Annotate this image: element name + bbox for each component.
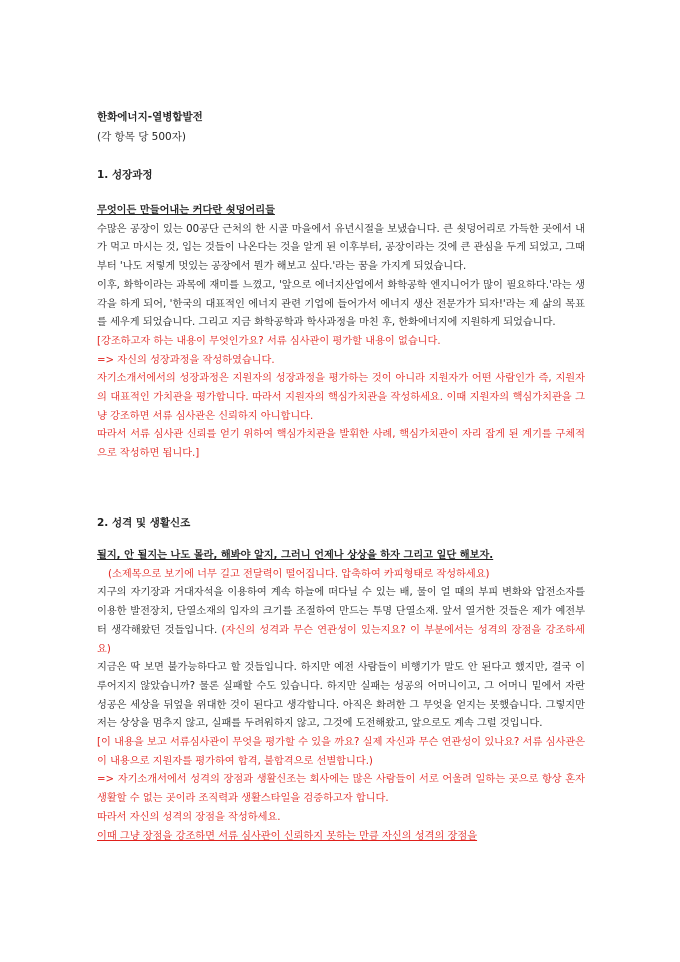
section-2-body — [97, 547, 585, 846]
review-comment: => 자신의 성장과정을 작성하였습니다. — [97, 354, 275, 366]
section-1-paragraph: 이후, 화학이라는 과목에 재미를 느꼈고, '앞으로 에너지산업에서 화학공학 엔지니어가 많이 필요하다.'라는 생각을 하게 되어, '한국의 대표적인 에너지 관련 기업에 들어가서 에너지 생산 전문가가 되자!'라는 제 삶의 목표를 세우게 되었습니다. 그리고 지금 화학공학과 학사과정을 마친 후, 한화에너지에 지원하게 되었습니다. — [97, 279, 585, 329]
section-1-subheading: 무엇이든 만들어내는 커다란 쇳덩어리들 — [97, 205, 275, 216]
review-comment: (자신의 성격과 무슨 연관성이 있는지요? 이 부분에서는 성격의 장점을 강조하세요) — [97, 624, 585, 655]
review-comment: 이때 그냥 장점을 강조하면 서류 심사관이 신뢰하지 못하는 만큼 자신의 성격의 장점을 — [97, 830, 478, 842]
section-2-heading: 2. 성격 및 생활신조 — [97, 517, 191, 529]
section-2-paragraph: 지금은 딱 보면 불가능하다고 할 것들입니다. 하지만 예전 사람들이 비행기가 말도 안 된다고 했지만, 결국 이루어지지 않았습니까? 물론 실패할 수도 있습니다. 하지만 실패는 성공의 어머니이고, 그 어머니 밑에서 자란 성공은 세상을 뒤엎을 위대한 것이 된다고 생각합니다. 아직은 화려한 그 무엇을 얻지는 못했습니다. 그렇지만 저는 상상을 멈추지 않고, 실패를 두려워하지 않고, 그것에 도전해왔고, 앞으로도 계속 그럴 것입니다. — [97, 662, 585, 730]
section-2-subheading: 될지, 안 될지는 나도 몰라, 해봐야 알지, 그러니 언제나 상상을 하자 그리고 일단 해보자. — [97, 550, 494, 561]
section-1-body — [97, 202, 585, 464]
review-comment: [강조하고자 하는 내용이 무엇인가요? 서류 심사관이 평가할 내용이 없습니다. — [97, 335, 441, 347]
section-2-paragraph: 지구의 자기장과 거대자석을 이용하여 계속 하늘에 떠다닐 수 있는 배, 물이 얼 때의 부피 변화와 압전소자를 이용한 발전장치, 단열소재의 입자의 크기를 조절하여 만드는 투명 단열소재. 앞서 열거한 것들은 제가 예전부터 생각해왔던 것들입니다. — [97, 587, 585, 636]
section-1-heading: 1. 성장과정 — [97, 169, 153, 181]
review-comment: 따라서 자신의 성격의 장점을 작성하세요. — [97, 811, 281, 823]
review-comment: 자기소개서에서의 성장과정은 지원자의 성장과정을 평가하는 것이 아니라 지원자가 어떤 사람인가 즉, 지원자의 대표적인 가치관을 평가합니다. 따라서 지원자의 핵심가치관을 작성하세요. 이때 지원자의 핵심가치관을 그냥 강조하면 서류 심사관은 신뢰하지 아니합니다. — [97, 373, 585, 422]
document-subtitle: (각 항목 당 500자) — [97, 131, 186, 143]
review-comment: => 자기소개서에서 성격의 장점과 생활신조는 회사에는 많은 사람들이 서로 어울려 일하는 곳으로 항상 혼자 생활할 수 없는 곳이라 조직력과 생활스타일을 검증하고자 합니다. — [97, 774, 585, 805]
review-comment: 따라서 서류 심사관 신뢰를 얻기 위하여 핵심가치관을 발휘한 사례, 핵심가치관이 자리 잡게 된 계기를 구체적으로 작성하면 됩니다.] — [97, 429, 585, 460]
review-comment: [이 내용을 보고 서류심사관이 무엇을 평가할 수 있을 까요? 실제 자신과 무슨 연관성이 있나요? 서류 심사관은 이 내용으로 지원자를 평가하여 합격, 불합격으로 선별합니다.) — [97, 737, 585, 767]
document-title: 한화에너지-열병합발전 — [97, 111, 203, 123]
review-comment: (소제목으로 보기에 너무 길고 전달력이 떨어집니다. 압축하여 카피형태로 작성하세요) — [108, 568, 490, 580]
section-1-paragraph: 수많은 공장이 있는 00공단 근처의 한 시골 마을에서 유년시절을 보냈습니다. 큰 쇳덩어리로 가득한 곳에서 내가 먹고 마시는 것, 입는 것들이 나온다는 것을 알게 된 이후부터, 공장이라는 것에 큰 관심을 두게 되었고, 그때부터 '나도 저렇게 멋있는 공장에서 뭔가 해보고 싶다.'라는 꿈을 가지게 되었습니다. — [97, 223, 585, 273]
